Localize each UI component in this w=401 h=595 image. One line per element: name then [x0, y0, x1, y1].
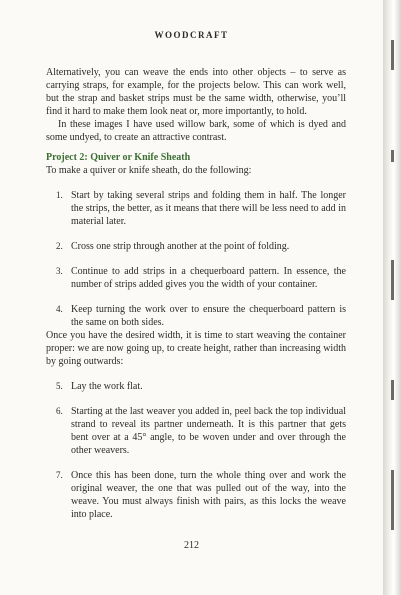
step-item [46, 380, 346, 393]
step-item [46, 303, 346, 329]
step-number: 5. [56, 381, 63, 391]
step-number: 2. [56, 241, 63, 251]
step-number: 1. [56, 190, 63, 200]
project-heading: Project 2: Quiver or Knife Sheath [46, 152, 191, 163]
running-header: WOODCRAFT [154, 30, 229, 40]
step-number: 4. [56, 304, 63, 314]
intro-paragraph-1: Alternatively, you can weave the ends into other objects – to serve as carrying straps, for example, for the projects below. This can work well, but the strap and basket strips must be the same width, otherwise, you’ll find it hard to make them look neat or, more importantly, to hold. [46, 67, 346, 117]
step-text: Keep turning the work over to ensure the chequerboard pattern is the same on both sides. [71, 304, 346, 328]
step-text: Starting at the last weaver you added in, peel back the top individual strand to reveal its partner underneath. It is this partner that gets bent over at a 45° angle, to be woven under and over through the other weavers. [71, 406, 346, 456]
body-text [46, 66, 346, 521]
step-item [46, 405, 346, 457]
step-text: Cross one strip through another at the point of folding. [71, 241, 290, 252]
step-text: Start by taking several strips and folding them in half. The longer the strips, the better, as it means that there will be less need to add in material later. [71, 190, 346, 227]
step-number: 6. [56, 406, 63, 416]
step-list-a [46, 189, 346, 329]
middle-paragraph: Once you have the desired width, it is time to start weaving the container proper: we are now going up, to create height, rather than increasing width by going outwards: [46, 330, 346, 367]
project-lead: To make a quiver or knife sheath, do the following: [46, 165, 252, 176]
step-number: 3. [56, 266, 63, 276]
step-text: Lay the work flat. [71, 381, 143, 392]
step-item [46, 240, 346, 253]
step-item [46, 265, 346, 291]
adjacent-page-edge [383, 0, 401, 595]
step-list-b [46, 380, 346, 521]
step-text: Continue to add strips in a chequerboard pattern. In essence, the number of strips added gives you the width of your container. [71, 266, 346, 290]
intro-paragraph-2: In these images I have used willow bark, some of which is dyed and some undyed, to create an attractive contrast. [46, 119, 346, 143]
step-item [46, 469, 346, 521]
step-text: Once this has been done, turn the whole thing over and work the original weaver, the one that was pulled out of the way, into the weave. You must always finish with pairs, as this locks the weave into place. [71, 470, 346, 520]
page-number: 212 [184, 540, 199, 551]
step-item [46, 189, 346, 228]
step-number: 7. [56, 470, 63, 480]
